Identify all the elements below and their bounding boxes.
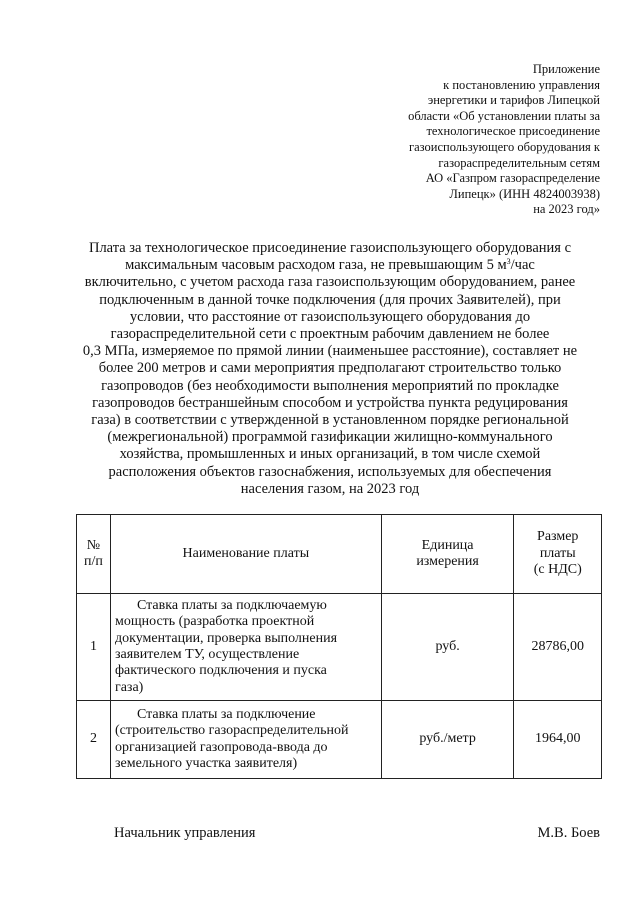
title-line: включительно, с учетом расхода газа газоиспользующим оборудованием, ранее — [84, 274, 576, 291]
row-name-line: заявителем ТУ, осуществление — [114, 647, 300, 662]
row-name-line: земельного участка заявителя) — [114, 755, 298, 771]
row-name-line: документации, проверка выполнения — [114, 630, 338, 646]
row-unit: руб. — [381, 594, 514, 701]
appendix-line: энергетики и тарифов Липецкой — [427, 93, 600, 108]
table-row — [77, 701, 602, 779]
title-line: газа) в соответствии с утвержденной в установленном порядке региональной — [91, 412, 569, 429]
header-unit — [381, 515, 514, 594]
title-text: /час — [510, 257, 535, 274]
superscript: 3 — [506, 257, 511, 267]
row-name-line: организацией газопровода-ввода до — [114, 739, 328, 755]
title-line: 0,3 МПа, измеряемое по прямой линии (наименьшее расстояние), составляет не — [82, 343, 578, 360]
header-text: измерения — [416, 554, 479, 569]
header-text: п/п — [84, 554, 103, 569]
header-text: платы — [539, 545, 576, 561]
row-value: 28786,00 — [514, 594, 602, 701]
row-name-line: газа) — [114, 679, 144, 695]
header-text: Единица — [421, 537, 474, 553]
appendix-line: Приложение — [532, 62, 600, 76]
row-name-line: (строительство газораспределительной — [114, 723, 349, 739]
row-unit: руб./метр — [381, 701, 514, 779]
appendix-line: области «Об установлении платы за — [408, 108, 600, 123]
appendix-line: Липецк» (ИНН 4824003938) — [449, 186, 600, 201]
header-text: (с НДС) — [533, 562, 582, 578]
table-header-row — [77, 515, 602, 594]
appendix-header — [340, 62, 600, 218]
title-line: более 200 метров и сами мероприятия предполагают строительство только — [98, 360, 562, 377]
title-line: хозяйства, промышленных и иных организаций, в том числе схемой — [119, 446, 541, 463]
header-name: Наименование платы — [110, 515, 381, 594]
row-num: 1 — [77, 594, 111, 701]
appendix-line: к постановлению управления — [443, 77, 600, 92]
row-name-line: Ставка платы за подключение — [136, 706, 316, 722]
title-line: населения газом, на 2023 год — [240, 480, 420, 497]
row-name — [110, 701, 381, 779]
row-name-line: мощность (разработка проектной — [114, 614, 315, 630]
title-line: газопроводов бестраншейным способом и устройства пункта редуцирования — [92, 394, 568, 411]
title-line: газораспределительной сети с проектным рабочим давлением не более — [110, 326, 550, 343]
row-name — [110, 594, 381, 701]
appendix-line: АО «Газпром газораспределение — [425, 171, 600, 186]
title-line: (межрегиональной) программой газификации жилищно-коммунального — [107, 429, 553, 446]
title-line: газопроводов (без необходимости выполнения мероприятий по прокладке — [101, 377, 559, 394]
header-size — [514, 515, 602, 594]
appendix-line: газоиспользующего оборудования к — [409, 139, 600, 154]
signatory-name: М.В. Боев — [537, 825, 600, 841]
appendix-line: технологическое присоединение — [426, 124, 600, 139]
row-name-line: фактического подключения и пуска — [114, 663, 327, 679]
row-value: 1964,00 — [514, 701, 602, 779]
appendix-line: на 2023 год» — [533, 202, 600, 217]
header-num — [77, 515, 111, 594]
title-line: условии, что расстояние от газоиспользующего оборудования до — [129, 308, 531, 325]
table-row — [77, 594, 602, 701]
document-title — [60, 240, 600, 498]
title-line: Плата за технологическое присоединение газоиспользующего оборудования с — [88, 240, 572, 256]
title-line: расположения объектов газоснабжения, используемых для обеспечения — [108, 463, 552, 480]
appendix-line: газораспределительным сетям — [438, 155, 600, 170]
header-text: № — [86, 537, 101, 553]
header-text: Размер — [537, 529, 579, 545]
row-num: 2 — [77, 701, 111, 779]
title-text: максимальным часовым расходом газа, не превышающим 5 м — [125, 257, 507, 274]
title-line: подключенным в данной точке подключения (для прочих Заявителей), при — [99, 291, 561, 308]
row-name-line: Ставка платы за подключаемую — [136, 597, 327, 613]
title-line — [60, 257, 600, 274]
fees-table — [76, 514, 602, 779]
signatory-position: Начальник управления — [114, 825, 256, 841]
